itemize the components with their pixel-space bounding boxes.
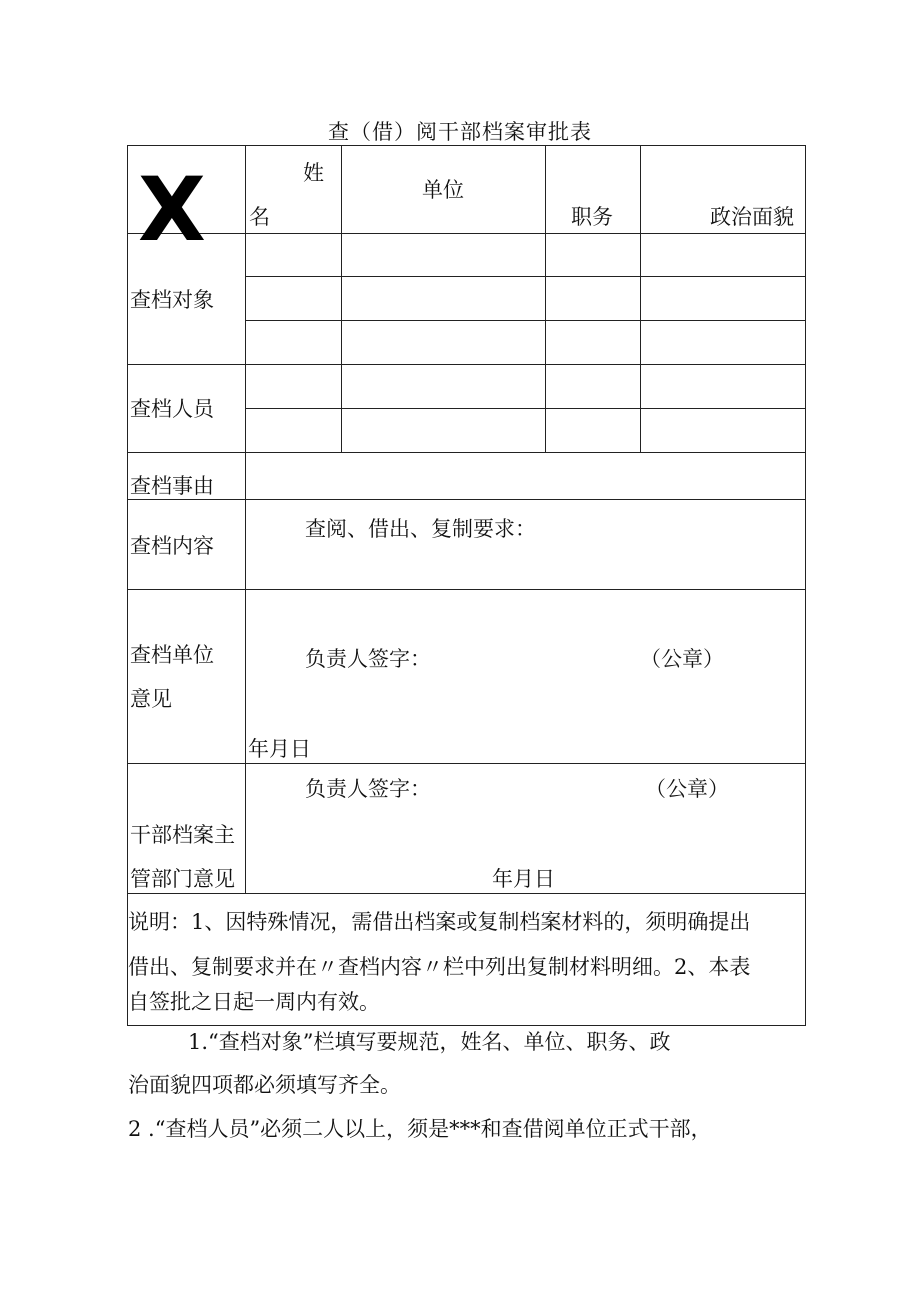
dept-date-label: 年月日 xyxy=(492,867,555,891)
unit-signer-label: 负责人签字： xyxy=(305,647,431,671)
header-name-2: 名 xyxy=(249,205,270,229)
row-divider xyxy=(127,452,806,453)
label-dept-opinion-2: 管部门意见 xyxy=(130,867,235,891)
instruction-1-line-2: 治面貌四项都必须填写齐全。 xyxy=(128,1073,401,1097)
header-position: 职务 xyxy=(571,205,613,229)
header-name-1: 姓 xyxy=(303,161,324,185)
cell-divider xyxy=(245,408,806,409)
row-divider xyxy=(127,364,806,365)
label-target: 查档对象 xyxy=(130,288,214,312)
label-unit-opinion-2: 意见 xyxy=(130,687,172,711)
label-content: 查档内容 xyxy=(130,534,214,558)
label-personnel: 查档人员 xyxy=(130,397,214,421)
form-title: 查（借）阅干部档案审批表 xyxy=(328,120,592,144)
header-unit: 单位 xyxy=(422,178,464,202)
content-text: 查阅、借出、复制要求： xyxy=(305,517,536,541)
row-divider xyxy=(127,233,806,234)
header-politics: 政治面貌 xyxy=(710,205,794,229)
row-divider xyxy=(127,893,806,894)
label-reason: 查档事由 xyxy=(130,474,214,498)
column-divider xyxy=(341,145,342,452)
cell-divider xyxy=(245,320,806,321)
instruction-2-line-1: 2 .“查档人员”必须二人以上，须是***和查借阅单位正式干部， xyxy=(128,1117,712,1141)
label-dept-opinion-1: 干部档案主 xyxy=(130,823,235,847)
column-divider xyxy=(640,145,641,452)
column-divider xyxy=(545,145,546,452)
note-line-1: 说明：1、因特殊情况，需借出档案或复制档案材料的，须明确提出 xyxy=(128,910,751,934)
dept-signer-label: 负责人签字： xyxy=(305,777,431,801)
cell-divider xyxy=(245,276,806,277)
row-divider xyxy=(127,499,806,500)
row-divider xyxy=(127,763,806,764)
row-divider xyxy=(127,589,806,590)
instruction-1-line-1: 1.“查档对象”栏填写要规范，姓名、单位、职务、政 xyxy=(188,1030,671,1054)
label-unit-opinion-1: 查档单位 xyxy=(130,643,214,667)
note-line-2: 借出、复制要求并在〃查档内容〃栏中列出复制材料明细。2、本表 xyxy=(128,955,751,979)
x-mark-icon: X xyxy=(138,158,206,261)
column-divider xyxy=(245,145,246,893)
unit-seal-label: （公章） xyxy=(640,647,724,671)
note-line-3: 自签批之日起一周内有效。 xyxy=(128,990,380,1014)
dept-seal-label: （公章） xyxy=(645,777,729,801)
unit-date-label: 年月日 xyxy=(248,737,311,761)
